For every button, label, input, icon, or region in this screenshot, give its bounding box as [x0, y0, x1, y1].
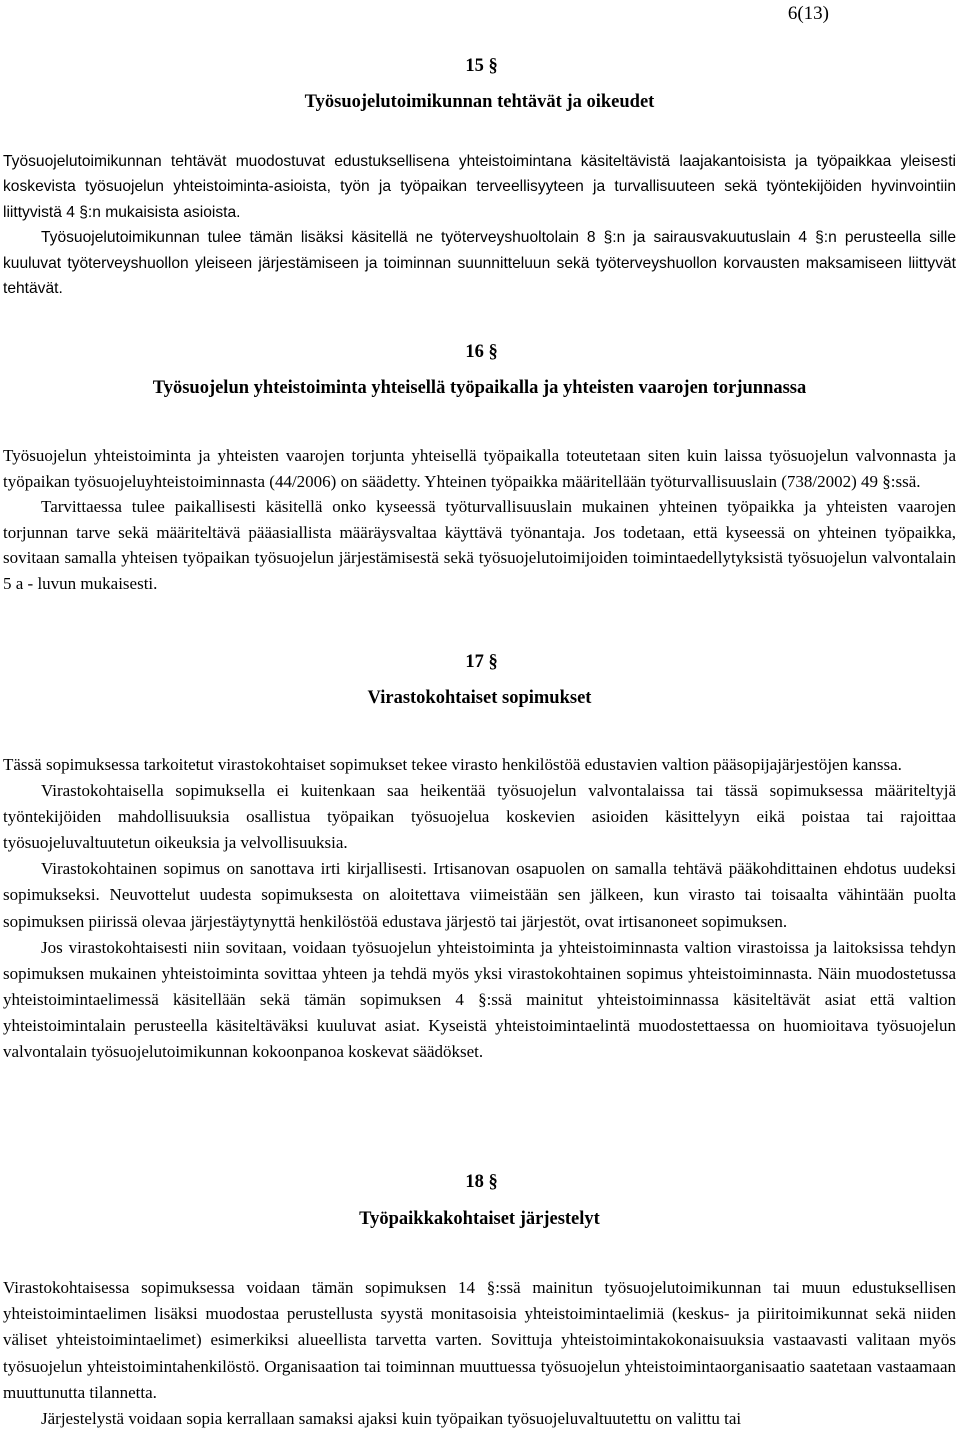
paragraph: Järjestelystä voidaan sopia kerrallaan samaksi ajaksi kuin työpaikan työsuojeluvaltuutettu on valittu tai [41, 1409, 742, 1429]
section-number: 16 § [465, 342, 498, 362]
section-body [3, 149, 956, 301]
section-body [3, 443, 956, 597]
paragraph: Työsuojelutoimikunnan tulee tämän lisäksi käsitellä ne työterveyshuoltolain 8 §:n ja sairausvakuutuslain 4 §:n perusteella sille kuuluvat työterveyshuollon yleiseen järjestämiseen ja toiminnan suunnitteluun sekä työterveyshuollon korvausten maksamiseen liittyvät tehtävät. [3, 229, 956, 298]
paragraph: Virastokohtaisessa sopimuksessa voidaan tämän sopimuksen 14 §:ssä mainitun työsuojelutoimikunnan tai muun edustuksellisen yhteistoimintaelimen lisäksi muodostaa perustellusta syystä monitasoisia yhteistoimintaelimiä (keskus- ja piiritoimikunnat sekä niiden väliset yhteistoimintaelimet) esimerkiksi alueellista tarvetta varten. Sovittuja yhteistoimintakokonaisuuksia vastaavasti valitaan myös työsuojelun yhteistoimintahenkilöstö. Organisaation tai toiminnan muuttuessa työsuojelun yhteistoimintaorganisaatio saatetaan vastaamaan muuttunutta tilannetta. [3, 1278, 956, 1402]
section-title: Virastokohtaiset sopimukset [367, 688, 592, 708]
section-title: Työsuojelun yhteistoiminta yhteisellä työpaikalla ja yhteisten vaarojen torjunnassa [152, 378, 807, 398]
paragraph: Virastokohtaisella sopimuksella ei kuitenkaan saa heikentää työsuojelun valvontalaissa tai tässä sopimuksessa määriteltyjä työntekijöiden mahdollisuuksia osallistua työpaikan työsuojelua koskevien asioiden käsittelyyn eikä poistaa tai rajoittaa työsuojeluvaltuutetun oikeuksia ja velvollisuuksia. [3, 781, 956, 853]
section-number: 18 § [465, 1172, 498, 1192]
paragraph: Tässä sopimuksessa tarkoitetut virastokohtaiset sopimukset tekee virasto henkilöstöä edustavien valtion pääsopijajärjestöjen kanssa. [3, 755, 902, 774]
section-title: Työsuojelutoimikunnan tehtävät ja oikeudet [304, 92, 655, 112]
section-number: 17 § [465, 652, 498, 672]
paragraph: Virastokohtainen sopimus on sanottava irti kirjallisesti. Irtisanovan osapuolen on samalla tehtävä pääkohdittainen ehdotus uudeksi sopimukseksi. Neuvottelut uudesta sopimuksesta on aloitettava viimeistään sen jälkeen, kun virasto tai toisaalta vähintään puolta sopimuksen piirissä olevaa järjestäytynyttä henkilöstöä edustava järjestö tai järjestöt, ovat irtisanoneet sopimuksen. [3, 859, 956, 931]
paragraph: Työsuojelun yhteistoiminta ja yhteisten vaarojen torjunta yhteisellä työpaikalla toteutetaan siten kuin laissa työsuojelun valvonnasta ja työpaikan työsuojeluyhteistoiminnasta (44/2006) on säädetty. Yhteinen työpaikka määritellään työturvallisuuslain (738/2002) 49 §:ssä. [3, 446, 956, 491]
section-body [3, 752, 956, 1065]
paragraph: Tarvittaessa tulee paikallisesti käsitellä onko kyseessä työturvallisuuslain mukainen yhteinen työpaikka ja yhteisten vaarojen torjunnan tarve sekä määriteltävä pääasiallista määräysvaltaa käyttävä työnantaja. Jos todetaan, että kyseessä on yhteinen työpaikka, sovitaan samalla yhteisen työpaikan työsuojelun järjestämisestä sekä työsuojelutoimijoiden toimintaedellytyksistä työsuojelun valvontalain 5 a - luvun mukaisesti. [3, 497, 956, 593]
section-number: 15 § [465, 56, 498, 76]
section-body [3, 1275, 956, 1432]
paragraph: Jos virastokohtaisesti niin sovitaan, voidaan työsuojelun yhteistoiminta ja yhteistoiminnasta valtion virastoissa ja laitoksissa tehdyn sopimuksen mukainen yhteistoiminta sovittaa yhteen ja tehdä myös yksi virastokohtainen sopimus yhteistoiminnasta. Näin muodostetussa yhteistoimintaelimessä käsitellään sekä tämän sopimuksen 4 §:ssä mainitut yhteistoiminnassa käsiteltävät asiat että valtion yhteistoimintalain perusteella käsiteltäväksi kuuluvat asiat. Kyseistä yhteistoimintaelintä muodostettaessa on huomioitava työsuojelun valvontalain työsuojelutoimikunnan kokoonpanoa koskevat säädökset. [3, 937, 956, 1062]
page-number: 6(13) [787, 3, 829, 24]
paragraph: Työsuojelutoimikunnan tehtävät muodostuvat edustuksellisena yhteistoimintana käsiteltävistä laajakantoisista ja työpaikkaa yleisesti koskevista työsuojelun yhteistoiminta-asioista, työn ja työpaikan terveellisyyteen ja turvallisuuteen sekä työntekijöiden hyvinvointiin liittyvistä 4 §:n mukaisista asioista. [3, 153, 956, 221]
section-title: Työpaikkakohtaiset järjestelyt [359, 1209, 600, 1229]
